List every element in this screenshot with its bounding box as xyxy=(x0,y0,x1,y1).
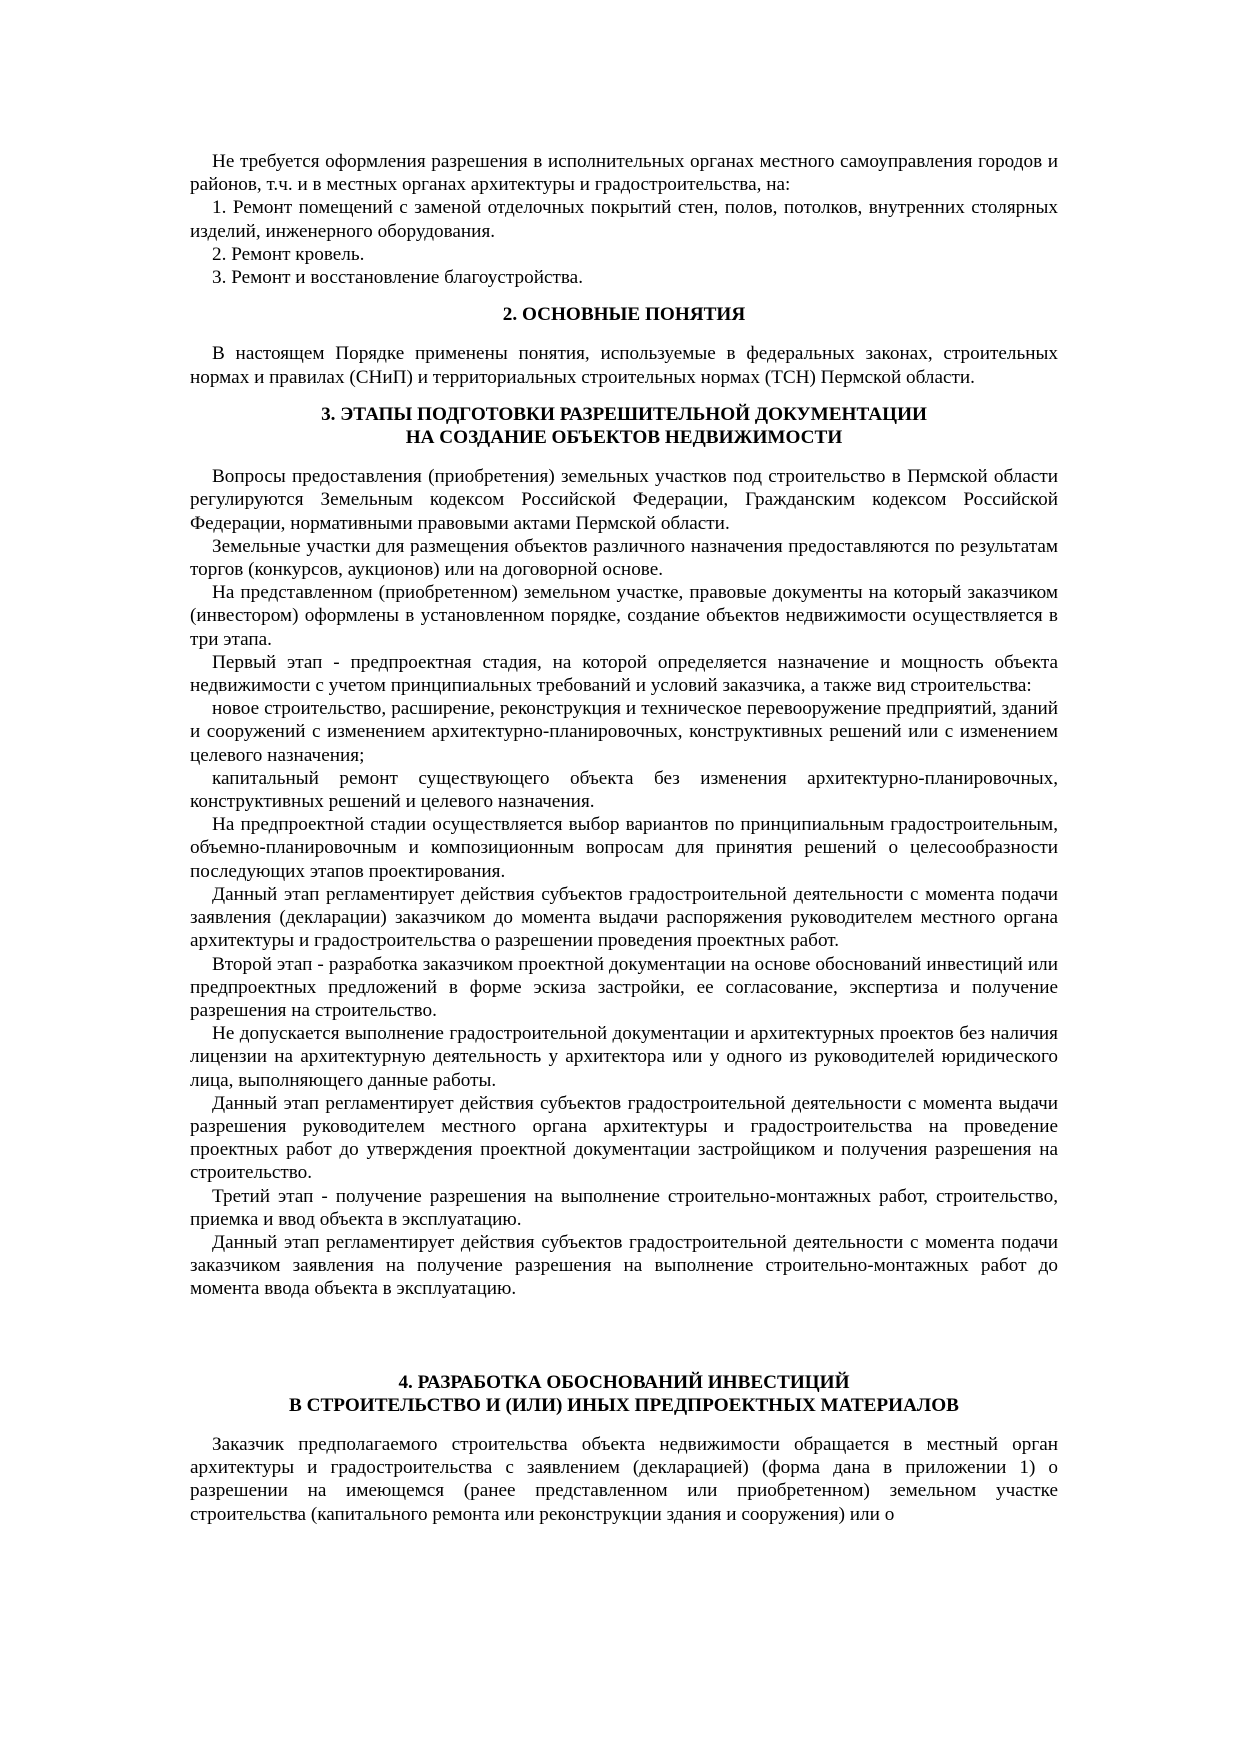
paragraph: новое строительство, расширение, реконструкция и техническое перевооружение предприятий, зданий и сооружений с изменением архитектурно-планировочных, конструктивных решений или с изменением целевого назначения; xyxy=(190,698,1058,766)
paragraph: Земельные участки для размещения объектов различного назначения предоставляются по результатам торгов (конкурсов, аукционов) или на договорной основе. xyxy=(190,535,1058,581)
list-item: 2. Ремонт кровель. xyxy=(212,243,365,265)
paragraph: На представленном (приобретенном) земельном участке, правовые документы на который заказчиком (инвестором) оформлены в установленном порядке, создание объектов недвижимости осуществляется в три этапа. xyxy=(190,582,1058,650)
section-heading-line: НА СОЗДАНИЕ ОБЪЕКТОВ НЕДВИЖИМОСТИ xyxy=(405,427,843,449)
paragraph: Не требуется оформления разрешения в исполнительных органах местного самоуправления городов и районов, т.ч. и в местных органах архитектуры и градостроительства, на: xyxy=(190,151,1058,196)
paragraph: На предпроектной стадии осуществляется выбор вариантов по принципиальным градостроительным, объемно-планировочным и композиционным вопросам для принятия решений о целесообразности последующих этапов проектирования. xyxy=(190,814,1058,882)
paragraph: Заказчик предполагаемого строительства объекта недвижимости обращается в местный орган архитектуры и градостроительства с заявлением (декларацией) (форма дана в приложении 1) о разрешении на имеющемся (ранее представленном или приобретенном) земельном участке строительства (капитального ремонта или реконструкции здания и сооружения) или о xyxy=(190,1433,1058,1525)
paragraph: Данный этап регламентирует действия субъектов градостроительной деятельности с момента подачи заявления (декларации) заказчиком до момента выдачи распоряжения руководителем местного органа архитектуры и градостроительства о разрешении проведения проектных работ. xyxy=(190,883,1058,952)
paragraph: Вопросы предоставления (приобретения) земельных участков под строительство в Пермской области регулируются Земельным кодексом Российской Федерации, Гражданским кодексом Российской Федерации, нормативными правовыми актами Пермской области. xyxy=(190,466,1058,534)
paragraph: Второй этап - разработка заказчиком проектной документации на основе обоснований инвестиций или предпроектных предложений в форме эскиза застройки, ее согласование, экспертиза и получение разрешения на строительство. xyxy=(190,953,1058,1021)
section-heading xyxy=(190,1371,1058,1417)
section-heading-line: 4. РАЗРАБОТКА ОБОСНОВАНИЙ ИНВЕСТИЦИЙ xyxy=(398,1371,850,1393)
paragraph: капитальный ремонт существующего объекта без изменения архитектурно-планировочных, конструктивных решений и целевого назначения. xyxy=(190,767,1058,813)
paragraph: Третий этап - получение разрешения на выполнение строительно-монтажных работ, строительство, приемка и ввод объекта в эксплуатацию. xyxy=(190,1185,1058,1230)
paragraph: Данный этап регламентирует действия субъектов градостроительной деятельности с момента подачи заказчиком заявления на получение разрешения на выполнение строительно-монтажных работ до момента ввода объекта в эксплуатацию. xyxy=(190,1231,1058,1300)
document-page xyxy=(190,150,1058,1526)
section-heading xyxy=(190,403,1058,449)
section-heading: 2. ОСНОВНЫЕ ПОНЯТИЯ xyxy=(502,304,746,326)
paragraph: В настоящем Порядке применены понятия, используемые в федеральных законах, строительных нормах и правилах (СНиП) и территориальных строительных нормах (ТСН) Пермской области. xyxy=(190,343,1058,388)
paragraph: Данный этап регламентирует действия субъектов градостроительной деятельности с момента выдачи разрешения руководителем местного органа архитектуры и градостроительства на проведение проектных работ до утверждения проектной документации застройщиком и получения разрешения на строительство. xyxy=(190,1092,1058,1184)
section-heading-line: 3. ЭТАПЫ ПОДГОТОВКИ РАЗРЕШИТЕЛЬНОЙ ДОКУМЕНТАЦИИ xyxy=(321,403,927,425)
list-item: 1. Ремонт помещений с заменой отделочных покрытий стен, полов, потолков, внутренних столярных изделий, инженерного оборудования. xyxy=(190,197,1058,242)
paragraph: Первый этап - предпроектная стадия, на которой определяется назначение и мощность объекта недвижимости с учетом принципиальных требований и условий заказчика, а также вид строительства: xyxy=(190,651,1058,697)
section-heading-line: В СТРОИТЕЛЬСТВО И (ИЛИ) ИНЫХ ПРЕДПРОЕКТНЫХ МАТЕРИАЛОВ xyxy=(289,1394,959,1416)
paragraph: Не допускается выполнение градостроительной документации и архитектурных проектов без наличия лицензии на архитектурную деятельность у архитектора или у одного из руководителей юридического лица, выполняющего данные работы. xyxy=(190,1023,1058,1091)
list-item: 3. Ремонт и восстановление благоустройства. xyxy=(212,267,583,289)
